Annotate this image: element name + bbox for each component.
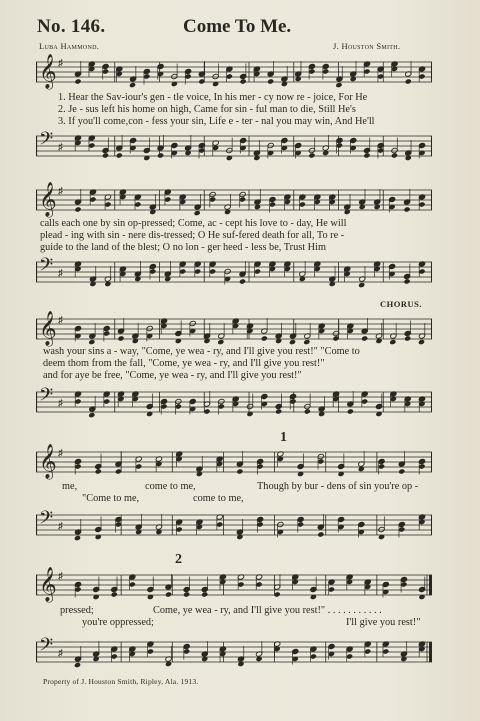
verse-1-line: calls each one by sin op-pressed; Come, ac - cept his love to - day, He will bbox=[40, 218, 347, 229]
treble-staff-5 bbox=[36, 567, 432, 603]
hymn-title: Come To Me. bbox=[183, 16, 292, 37]
treble-staff-4 bbox=[36, 444, 432, 480]
lyrics-system-2 bbox=[40, 218, 432, 254]
chorus-label: CHORUS. bbox=[380, 299, 422, 309]
sharp-icon: ♯ bbox=[58, 521, 63, 532]
hymn-number: No. 146. bbox=[37, 16, 106, 37]
lyric-come-to-me-alto: "Come to me, bbox=[82, 493, 140, 504]
bass-clef-icon: 𝄢 bbox=[39, 129, 54, 154]
lyric-ill-give-you-rest: I'll give you rest!" bbox=[346, 617, 421, 628]
lyric-me: me, bbox=[62, 481, 78, 492]
treble-staff-3 bbox=[36, 311, 432, 347]
verse-2-line: deem thom from the fall, "Come, ye wea - ry, and I'll give you rest!" bbox=[43, 358, 325, 369]
bass-staff-5 bbox=[36, 634, 432, 670]
lyric-come-to-me-alto-2: come to me, bbox=[193, 493, 244, 504]
sharp-icon: ♯ bbox=[58, 142, 63, 153]
composer-credit: J. Houston Smith. bbox=[333, 41, 401, 51]
bass-clef-icon: 𝄢 bbox=[39, 385, 54, 410]
treble-clef-icon: 𝄞 bbox=[39, 54, 57, 89]
treble-staff-1 bbox=[36, 54, 432, 90]
copyright-footer: Property of J. Houston Smith, Ripley, Ala. 1913. bbox=[43, 677, 199, 686]
lyric-come-ye-weary: Come, ye wea - ry, and I'll give you rest!" . . . . . . . . . . . bbox=[153, 605, 382, 616]
sharp-icon: ♯ bbox=[58, 648, 63, 659]
lyric-pressed: pressed; bbox=[60, 605, 94, 616]
verse-2-line: 2. Je - sus left his home on high, Came for sin - ful man to die, Still He's bbox=[58, 104, 356, 115]
lyrics-system-3 bbox=[43, 346, 432, 382]
bass-staff-2 bbox=[36, 254, 432, 290]
treble-clef-icon: 𝄞 bbox=[39, 182, 57, 217]
verse-2-line: plead - ing with sin - nere dis-tressed; O He suf-fered death for all, To re - bbox=[40, 230, 345, 241]
treble-clef-icon: 𝄞 bbox=[39, 567, 57, 602]
sharp-icon: ♯ bbox=[58, 186, 63, 197]
sharp-icon: ♯ bbox=[58, 448, 63, 459]
lyric-youre-oppressed: you're oppressed; bbox=[82, 617, 154, 628]
verse-1-line: wash your sins a - way, "Come, ye wea - ry, and I'll give you rest!" "Come to bbox=[43, 346, 360, 357]
treble-clef-icon: 𝄞 bbox=[39, 311, 57, 346]
bass-clef-icon: 𝄢 bbox=[39, 635, 54, 660]
verse-3-line: and for aye be free, "Come, ye wea - ry, and I'll give you rest!" bbox=[43, 370, 302, 381]
lyric-come-to-me: come to me, bbox=[145, 481, 196, 492]
bass-staff-4 bbox=[36, 507, 432, 543]
verse-1-line: 1. Hear the Sav-iour's gen - tle voice, In his mer - cy now re - joice, For He bbox=[58, 92, 368, 103]
bass-staff-3 bbox=[36, 384, 432, 420]
sharp-icon: ♯ bbox=[58, 398, 63, 409]
sharp-icon: ♯ bbox=[58, 58, 63, 69]
lyrics-system-1 bbox=[58, 92, 434, 128]
verse-3-line: 3. If you'll come,con - fess your sin, Life e - ter - nal you may win, And He'll bbox=[58, 116, 375, 127]
sharp-icon: ♯ bbox=[58, 315, 63, 326]
lyricist-credit: Luba Hammond. bbox=[39, 41, 100, 51]
second-ending-number: 2 bbox=[175, 552, 182, 567]
verse-3-line: guide to the land of the blest; O no lon - ger heed - less be, Trust Him bbox=[40, 242, 326, 253]
treble-staff-2 bbox=[36, 182, 432, 218]
treble-clef-icon: 𝄞 bbox=[39, 444, 57, 479]
bass-clef-icon: 𝄢 bbox=[39, 508, 54, 533]
bass-clef-icon: 𝄢 bbox=[39, 255, 54, 280]
sharp-icon: ♯ bbox=[58, 268, 63, 279]
lyric-burdens-line: Though by bur - dens of sin you're op - bbox=[257, 481, 419, 492]
bass-staff-1 bbox=[36, 128, 432, 164]
sharp-icon: ♯ bbox=[58, 571, 63, 582]
first-ending-number: 1 bbox=[280, 430, 287, 445]
